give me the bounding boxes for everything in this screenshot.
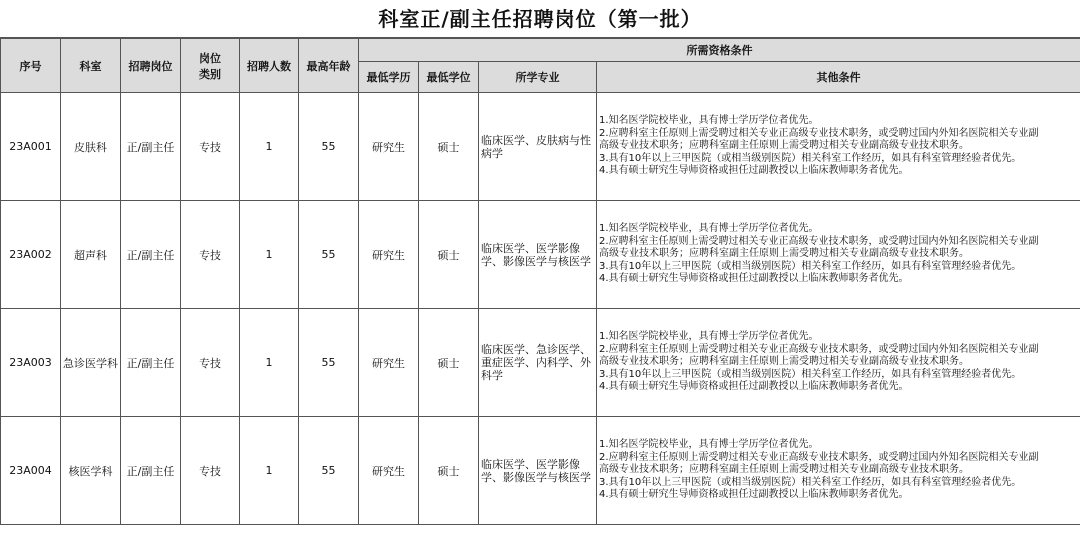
header-qualifications: 所需资格条件 xyxy=(359,39,1080,62)
other-line: 1.知名医学院校毕业，具有博士学历学位者优先。 xyxy=(599,439,819,451)
cell-seq: 23A001 xyxy=(1,93,61,201)
header-category-line1: 岗位 xyxy=(199,51,221,65)
other-line: 高级专业技术职务；应聘科室副主任原则上需受聘过相关专业副高级专业技术职务。 xyxy=(599,356,969,368)
other-line: 2.应聘科室主任原则上需受聘过相关专业正高级专业技术职务，或受聘过国内外知名医院相关专业副 xyxy=(599,343,1039,355)
cell-count: 1 xyxy=(240,309,299,417)
cell-major: 临床医学、急诊医学、重症医学、内科学、外科学 xyxy=(479,309,597,417)
cell-min-edu: 研究生 xyxy=(359,201,419,309)
cell-major: 临床医学、皮肤病与性病学 xyxy=(479,93,597,201)
other-line: 3.具有10年以上三甲医院（或相当级别医院）相关科室工作经历，如具有科室管理经验者优先。 xyxy=(599,368,1022,380)
positions-table xyxy=(0,38,1080,525)
cell-min-degree: 硕士 xyxy=(419,309,479,417)
cell-category: 专技 xyxy=(181,309,240,417)
table-row xyxy=(1,309,1080,417)
header-major: 所学专业 xyxy=(479,62,597,93)
cell-max-age: 55 xyxy=(299,201,359,309)
other-line: 2.应聘科室主任原则上需受聘过相关专业正高级专业技术职务，或受聘过国内外知名医院相关专业副 xyxy=(599,451,1039,463)
other-line: 3.具有10年以上三甲医院（或相当级别医院）相关科室工作经历，如具有科室管理经验者优先。 xyxy=(599,152,1022,164)
other-line: 3.具有10年以上三甲医院（或相当级别医院）相关科室工作经历，如具有科室管理经验者优先。 xyxy=(599,476,1022,488)
other-line: 高级专业技术职务；应聘科室副主任原则上需受聘过相关专业副高级专业技术职务。 xyxy=(599,140,969,152)
cell-position: 正/副主任 xyxy=(121,309,181,417)
cell-min-degree: 硕士 xyxy=(419,93,479,201)
header-min-edu: 最低学历 xyxy=(359,62,419,93)
other-line: 2.应聘科室主任原则上需受聘过相关专业正高级专业技术职务，或受聘过国内外知名医院相关专业副 xyxy=(599,235,1039,247)
other-line: 4.具有硕士研究生导师资格或担任过副教授以上临床教师职务者优先。 xyxy=(599,273,909,285)
cell-min-edu: 研究生 xyxy=(359,309,419,417)
header-count: 招聘人数 xyxy=(240,39,299,93)
cell-count: 1 xyxy=(240,417,299,525)
header-seq: 序号 xyxy=(1,39,61,93)
other-line: 4.具有硕士研究生导师资格或担任过副教授以上临床教师职务者优先。 xyxy=(599,381,909,393)
cell-other xyxy=(597,93,1080,201)
cell-category: 专技 xyxy=(181,417,240,525)
header-other: 其他条件 xyxy=(597,62,1080,93)
cell-other xyxy=(597,309,1080,417)
cell-other xyxy=(597,417,1080,525)
table-row xyxy=(1,417,1080,525)
header-position: 招聘岗位 xyxy=(121,39,181,93)
sheet-title: 科室正/副主任招聘岗位（第一批） xyxy=(0,0,1080,38)
cell-count: 1 xyxy=(240,93,299,201)
cell-max-age: 55 xyxy=(299,417,359,525)
cell-major: 临床医学、医学影像学、影像医学与核医学 xyxy=(479,417,597,525)
cell-major: 临床医学、医学影像学、影像医学与核医学 xyxy=(479,201,597,309)
header-max-age: 最高年龄 xyxy=(299,39,359,93)
other-line: 1.知名医学院校毕业，具有博士学历学位者优先。 xyxy=(599,115,819,127)
other-line: 高级专业技术职务；应聘科室副主任原则上需受聘过相关专业副高级专业技术职务。 xyxy=(599,464,969,476)
table-row xyxy=(1,201,1080,309)
cell-dept: 超声科 xyxy=(61,201,121,309)
cell-seq: 23A004 xyxy=(1,417,61,525)
header-category xyxy=(181,39,240,93)
cell-max-age: 55 xyxy=(299,93,359,201)
other-line: 3.具有10年以上三甲医院（或相当级别医院）相关科室工作经历，如具有科室管理经验者优先。 xyxy=(599,260,1022,272)
table-row xyxy=(1,93,1080,201)
other-line: 2.应聘科室主任原则上需受聘过相关专业正高级专业技术职务，或受聘过国内外知名医院相关专业副 xyxy=(599,127,1039,139)
other-line: 1.知名医学院校毕业，具有博士学历学位者优先。 xyxy=(599,331,819,343)
cell-dept: 核医学科 xyxy=(61,417,121,525)
cell-category: 专技 xyxy=(181,201,240,309)
cell-count: 1 xyxy=(240,201,299,309)
cell-dept: 急诊医学科 xyxy=(61,309,121,417)
cell-position: 正/副主任 xyxy=(121,93,181,201)
cell-category: 专技 xyxy=(181,93,240,201)
cell-min-edu: 研究生 xyxy=(359,93,419,201)
cell-position: 正/副主任 xyxy=(121,417,181,525)
cell-dept: 皮肤科 xyxy=(61,93,121,201)
other-line: 4.具有硕士研究生导师资格或担任过副教授以上临床教师职务者优先。 xyxy=(599,165,909,177)
cell-seq: 23A003 xyxy=(1,309,61,417)
other-line: 4.具有硕士研究生导师资格或担任过副教授以上临床教师职务者优先。 xyxy=(599,489,909,501)
header-min-degree: 最低学位 xyxy=(419,62,479,93)
cell-other xyxy=(597,201,1080,309)
cell-seq: 23A002 xyxy=(1,201,61,309)
cell-min-degree: 硕士 xyxy=(419,417,479,525)
cell-min-edu: 研究生 xyxy=(359,417,419,525)
header-dept: 科室 xyxy=(61,39,121,93)
other-line: 1.知名医学院校毕业，具有博士学历学位者优先。 xyxy=(599,223,819,235)
cell-min-degree: 硕士 xyxy=(419,201,479,309)
header-category-line2: 类别 xyxy=(199,67,221,81)
other-line: 高级专业技术职务；应聘科室副主任原则上需受聘过相关专业副高级专业技术职务。 xyxy=(599,248,969,260)
cell-position: 正/副主任 xyxy=(121,201,181,309)
cell-max-age: 55 xyxy=(299,309,359,417)
